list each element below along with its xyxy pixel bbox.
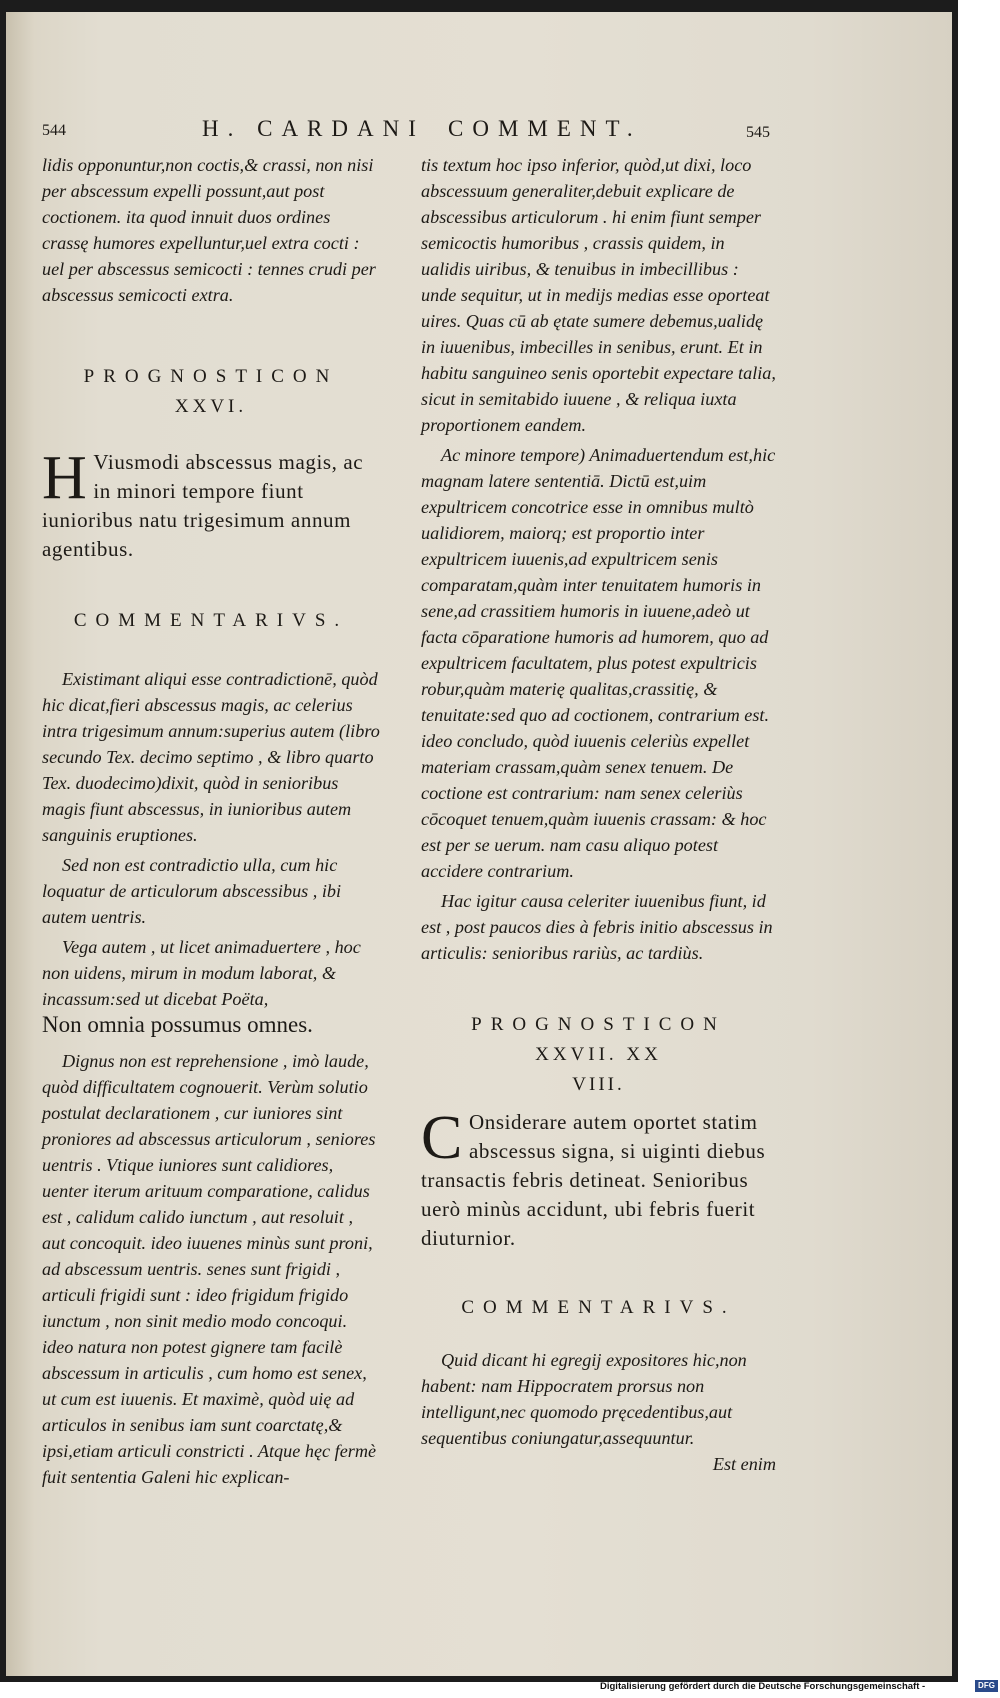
right-paragraph-2: Ac minore tempore) Animaduertendum est,hic magnam latere sententiā. Dictū est,uim expultricem concotrice esse in omnibus multò ualidiorem, maiorq; est proportio inter expultricem iuuenis,ad expultricem senis comparatam,quàm inter tenuitatem humoris in sene,ad crassitiem humoris in iuuene,adeò ut facta cōparatione humoris ad humorem, quo ad expultricem facultatem, plus potest expultricis robur,quàm materię qualitas,crassitię, & tenuitate:sed quo ad coctionem, contrarium est. ideo concludo, quòd iuuenis celeriùs expellet materiam crassam,quàm senex tenuem. De coctione est contrarium: nam senex celeriùs cōcoquet tenuem,quàm iuuenis crassam: & hoc est per se uerum. nam casu aliquo potest accidere contrarium. bbox=[421, 445, 776, 881]
book-page bbox=[6, 12, 952, 1676]
aphorism-27 bbox=[421, 1104, 776, 1253]
right-paragraph-3: Hac igitur causa celeriter iuuenibus fiunt, id est , post paucos dies à febris initio abscessus in articulis: senioribus rariùs, ac tardiùs. bbox=[421, 891, 773, 963]
right-paragraph-4: Quid dicant hi egregij expositores hic,non habent: nam Hippocratem prorsus non intelligunt,nec quomodo pręcedentibus,aut sequentibus coniungatur,assequuntur. bbox=[421, 1350, 747, 1448]
aphorism-26 bbox=[42, 444, 380, 564]
aphorism-27-dropcap: C bbox=[421, 1104, 463, 1172]
left-paragraph-4: Dignus non est reprehensione , imò laude, quòd difficultatem cognouerit. Verùm solutio postulat declarationem , cur iuniores sint proniores ad abscessus articulorum , seniores uentris . Vtique iuniores sunt calidiores, uenter iterum arituum comparatione, calidus est , calidum calido iunctum , aut resoluit , aut concoquit. ideo iuuenes minùs sunt proni, ad abscessum uentris. senes sunt frigidi , articuli frigidi sunt : ideo frigidum frigido iunctum , non sinit medio modo concoqui. ideo natura non potest gignere tam facilè abscessum in articulis , cum homo est senex, ut cum est iuuenis. Et maximè, quòd uię ad articulos in senibus iam sunt coarctatę,& ipsi,etiam articuli constricti . Atque hęc fermè fuit sententia Galeni hic explican- bbox=[42, 1051, 377, 1487]
catchword: Est enim bbox=[712, 1454, 776, 1474]
prognosticon-26-number: XXVI. bbox=[174, 396, 248, 417]
digitization-credit: Digitalisierung gefördert durch die Deutsche Forschungsgemeinschaft - bbox=[600, 1681, 926, 1692]
verse-line: Non omnia possumus omnes. bbox=[42, 1012, 313, 1037]
left-continuation: lidis opponuntur,non coctis,& crassi, non nisi per abscessum expelli possunt,aut post coctionem. ita quod innuit duos ordines crassę humores expelluntur,uel extra cocti : uel per abscessus semicocti : tennes crudi per abscessus semicocti extra. bbox=[42, 155, 376, 305]
dfg-logo: DFG bbox=[975, 1680, 998, 1692]
aphorism-26-text: Viusmodi abscessus magis, ac in minori tempore fiunt iunioribus natu trigesimum annum agentibus. bbox=[42, 450, 364, 561]
left-column bbox=[42, 152, 380, 1490]
running-title-right: COMMENT. bbox=[448, 116, 642, 141]
commentary-heading-right: COMMENTARIVS. bbox=[461, 1297, 736, 1318]
prognosticon-27-number-2: VIII. bbox=[572, 1074, 625, 1095]
prognosticon-27-number: XXVII. XX bbox=[535, 1044, 662, 1065]
right-column bbox=[421, 152, 776, 1477]
commentary-heading-left: COMMENTARIVS. bbox=[73, 610, 349, 631]
left-paragraph-1: Existimant aliqui esse contradictionē, quòd hic dicat,fieri abscessus magis, ac celerius intra trigesimum annum:superius autem (libro secundo Tex. decimo septimo , & libro quarto Tex. duodecimo)dixit, quòd in senioribus magis fiunt abscessus, in iunioribus autem sanguinis eruptiones. bbox=[42, 669, 380, 845]
left-paragraph-3: Vega autem , ut licet animaduertere , hoc non uidens, mirum in modum laborat, & incassum:sed ut dicebat Poëta, bbox=[42, 937, 361, 1009]
left-paragraph-2: Sed non est contradictio ulla, cum hic loquatur de articulorum abscessibus , ibi autem uentris. bbox=[42, 855, 342, 927]
right-page-number: 545 bbox=[746, 124, 770, 141]
aphorism-27-text: Onsiderare autem oportet statim abscessus signa, si uiginti diebus transactis febris detineat. Senioribus uerò minùs accidunt, ubi febris fuerit diuturnior. bbox=[421, 1110, 766, 1250]
running-title: H. CARDANI bbox=[202, 116, 425, 141]
left-page-number: 544 bbox=[42, 122, 66, 139]
aphorism-26-dropcap: H bbox=[42, 444, 88, 512]
prognosticon-27-title: PROGNOSTICON bbox=[471, 1014, 726, 1035]
prognosticon-26-title: PROGNOSTICON bbox=[83, 366, 339, 387]
right-paragraph-1: tis textum hoc ipso inferior, quòd,ut dixi, loco abscessuum generaliter,debuit explicare de abscessibus articulorum . hi enim fiunt semper semicoctis humoribus , crassis quidem, in ualidis uiribus, & tenuibus in imbecillibus : unde sequitur, ut in medijs medias esse oporteat uires. Quas cū ab ętate sumere debemus,ualidę in iuuenibus, imbecilles in senibus, erunt. Et in habitu sanguineo senis oportebit expectare talia, sicut in semitabido iuuene , & reliqua iuxta proportionem eandem. bbox=[421, 155, 776, 435]
